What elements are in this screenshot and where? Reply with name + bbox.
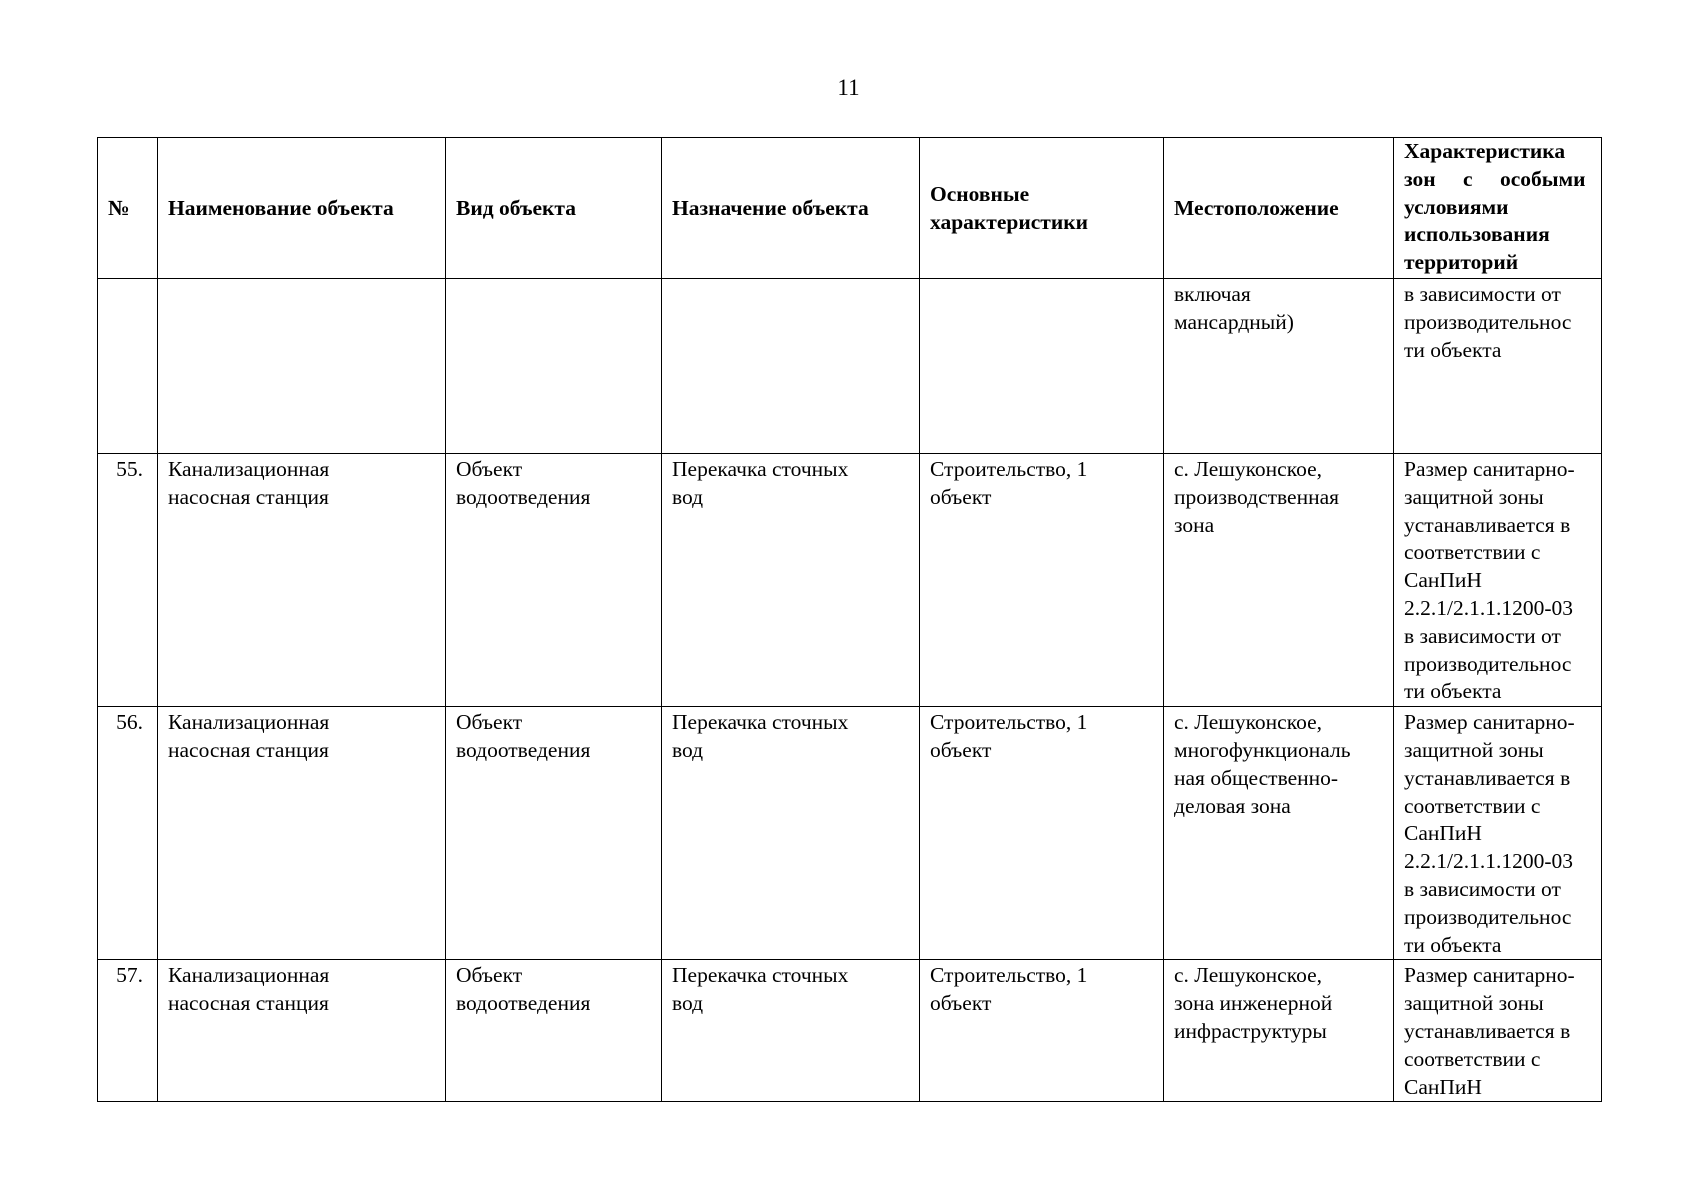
header-zones-text: зон с особыми: [1404, 166, 1586, 191]
cell-line: Размер санитарно-: [1404, 710, 1575, 735]
cell-line: в зависимости от: [1404, 282, 1561, 306]
cell-zones: [1394, 454, 1602, 707]
header-features-line: Основные: [930, 182, 1030, 207]
cell-line: Размер санитарно-: [1404, 963, 1575, 988]
cell-line: устанавливается в: [1404, 1018, 1571, 1043]
cell-line: водоотведения: [456, 484, 591, 509]
cell-line: Объект: [456, 710, 523, 735]
cell-line: насосная станция: [168, 737, 329, 762]
cell-line: водоотведения: [456, 737, 591, 762]
header-features: [920, 138, 1164, 279]
cell-location: [1164, 454, 1394, 707]
cell-purpose: [662, 960, 920, 1102]
cell-line: устанавливается в: [1404, 765, 1571, 790]
table-row: [98, 454, 1602, 707]
cell-line: объект: [930, 484, 992, 509]
table-header-row: [98, 138, 1602, 279]
cell-features: [920, 707, 1164, 960]
cell-line: вод: [672, 737, 704, 762]
objects-table: [97, 137, 1602, 1102]
cell-type: [446, 279, 662, 454]
cell-line: деловая зона: [1174, 793, 1291, 818]
header-features-line: характеристики: [930, 210, 1089, 234]
cell-line: производственная: [1174, 484, 1340, 509]
cell-location: [1164, 707, 1394, 960]
cell-zones: [1394, 960, 1602, 1102]
cell-line: СанПиН: [1404, 568, 1482, 593]
cell-type: [446, 454, 662, 707]
cell-line: СанПиН: [1404, 821, 1482, 846]
cell-num: 55.: [98, 454, 158, 707]
cell-line: мансардный): [1174, 309, 1294, 334]
cell-line: Строительство, 1: [930, 710, 1088, 735]
cell-name: [158, 960, 446, 1102]
header-zones-line: условиями: [1404, 194, 1509, 219]
cell-line: Канализационная: [168, 457, 330, 481]
cell-features: [920, 279, 1164, 454]
cell-line: многофункциональ: [1174, 737, 1351, 762]
cell-line: ная общественно-: [1174, 765, 1339, 790]
cell-line: с. Лешуконское,: [1174, 963, 1323, 988]
cell-line: Перекачка сточных: [672, 963, 849, 988]
cell-line: с. Лешуконское,: [1174, 457, 1323, 481]
cell-features: [920, 960, 1164, 1102]
cell-type: [446, 960, 662, 1102]
header-num: №: [98, 138, 158, 279]
cell-line: с. Лешуконское,: [1174, 710, 1323, 735]
cell-line: объект: [930, 737, 992, 762]
cell-line: Строительство, 1: [930, 457, 1088, 481]
cell-line: защитной зоны: [1404, 991, 1544, 1016]
cell-location: [1164, 279, 1394, 454]
header-zones-line: территорий: [1404, 250, 1519, 275]
table-row: [98, 960, 1602, 1102]
table-row: [98, 707, 1602, 960]
page-number: 11: [837, 75, 860, 100]
cell-purpose: [662, 707, 920, 960]
header-location: Местоположение: [1164, 138, 1394, 279]
header-zones-line: [1404, 138, 1591, 166]
cell-line: 2.2.1/2.1.1.1200-03: [1404, 595, 1574, 620]
header-zones-line: [1404, 166, 1591, 194]
cell-line: устанавливается в: [1404, 512, 1571, 537]
cell-name: [158, 454, 446, 707]
cell-line: защитной зоны: [1404, 737, 1544, 762]
cell-line: Перекачка сточных: [672, 457, 849, 481]
cell-location: [1164, 960, 1394, 1102]
cell-line: Объект: [456, 963, 523, 988]
cell-line: водоотведения: [456, 991, 591, 1016]
cell-line: производительнос: [1404, 309, 1572, 334]
cell-purpose: [662, 279, 920, 454]
cell-line: соответствии с: [1404, 540, 1541, 565]
cell-type: [446, 707, 662, 960]
cell-line: объект: [930, 991, 992, 1016]
cell-line: вод: [672, 484, 704, 509]
cell-num: 57.: [98, 960, 158, 1102]
cell-line: насосная станция: [168, 991, 329, 1016]
cell-zones: [1394, 707, 1602, 960]
cell-features: [920, 454, 1164, 707]
header-zones: [1394, 138, 1602, 279]
header-type: Вид объекта: [446, 138, 662, 279]
cell-line: соответствии с: [1404, 1046, 1541, 1071]
cell-line: насосная станция: [168, 484, 329, 509]
cell-line: Канализационная: [168, 963, 330, 988]
cell-line: в зависимости от: [1404, 623, 1561, 648]
cell-line: в зависимости от: [1404, 876, 1561, 901]
table-row-continuation: [98, 279, 1602, 454]
cell-line: 2.2.1/2.1.1.1200-03: [1404, 849, 1574, 874]
header-purpose: Назначение объекта: [662, 138, 920, 279]
cell-line: Объект: [456, 457, 523, 481]
cell-line: производительнос: [1404, 904, 1572, 929]
cell-line: включая: [1174, 282, 1251, 306]
cell-line: инфраструктуры: [1174, 1018, 1327, 1043]
cell-name: [158, 279, 446, 454]
cell-num: 56.: [98, 707, 158, 960]
cell-line: СанПиН: [1404, 1074, 1482, 1099]
cell-line: ти объекта: [1404, 337, 1502, 362]
cell-line: зона инженерной: [1174, 991, 1333, 1016]
header-zones-text: Характеристика: [1404, 139, 1566, 163]
cell-line: ти объекта: [1404, 932, 1502, 957]
header-name: Наименование объекта: [158, 138, 446, 279]
cell-line: зона: [1174, 512, 1215, 537]
cell-line: Перекачка сточных: [672, 710, 849, 735]
cell-line: соответствии с: [1404, 793, 1541, 818]
cell-line: Размер санитарно-: [1404, 457, 1575, 481]
cell-line: производительнос: [1404, 651, 1572, 676]
cell-line: защитной зоны: [1404, 484, 1544, 509]
cell-num: [98, 279, 158, 454]
cell-name: [158, 707, 446, 960]
cell-purpose: [662, 454, 920, 707]
cell-line: вод: [672, 991, 704, 1016]
cell-line: Канализационная: [168, 710, 330, 735]
cell-line: ти объекта: [1404, 679, 1502, 704]
cell-zones: [1394, 279, 1602, 454]
header-zones-line: использования: [1404, 222, 1550, 247]
cell-line: Строительство, 1: [930, 963, 1088, 988]
